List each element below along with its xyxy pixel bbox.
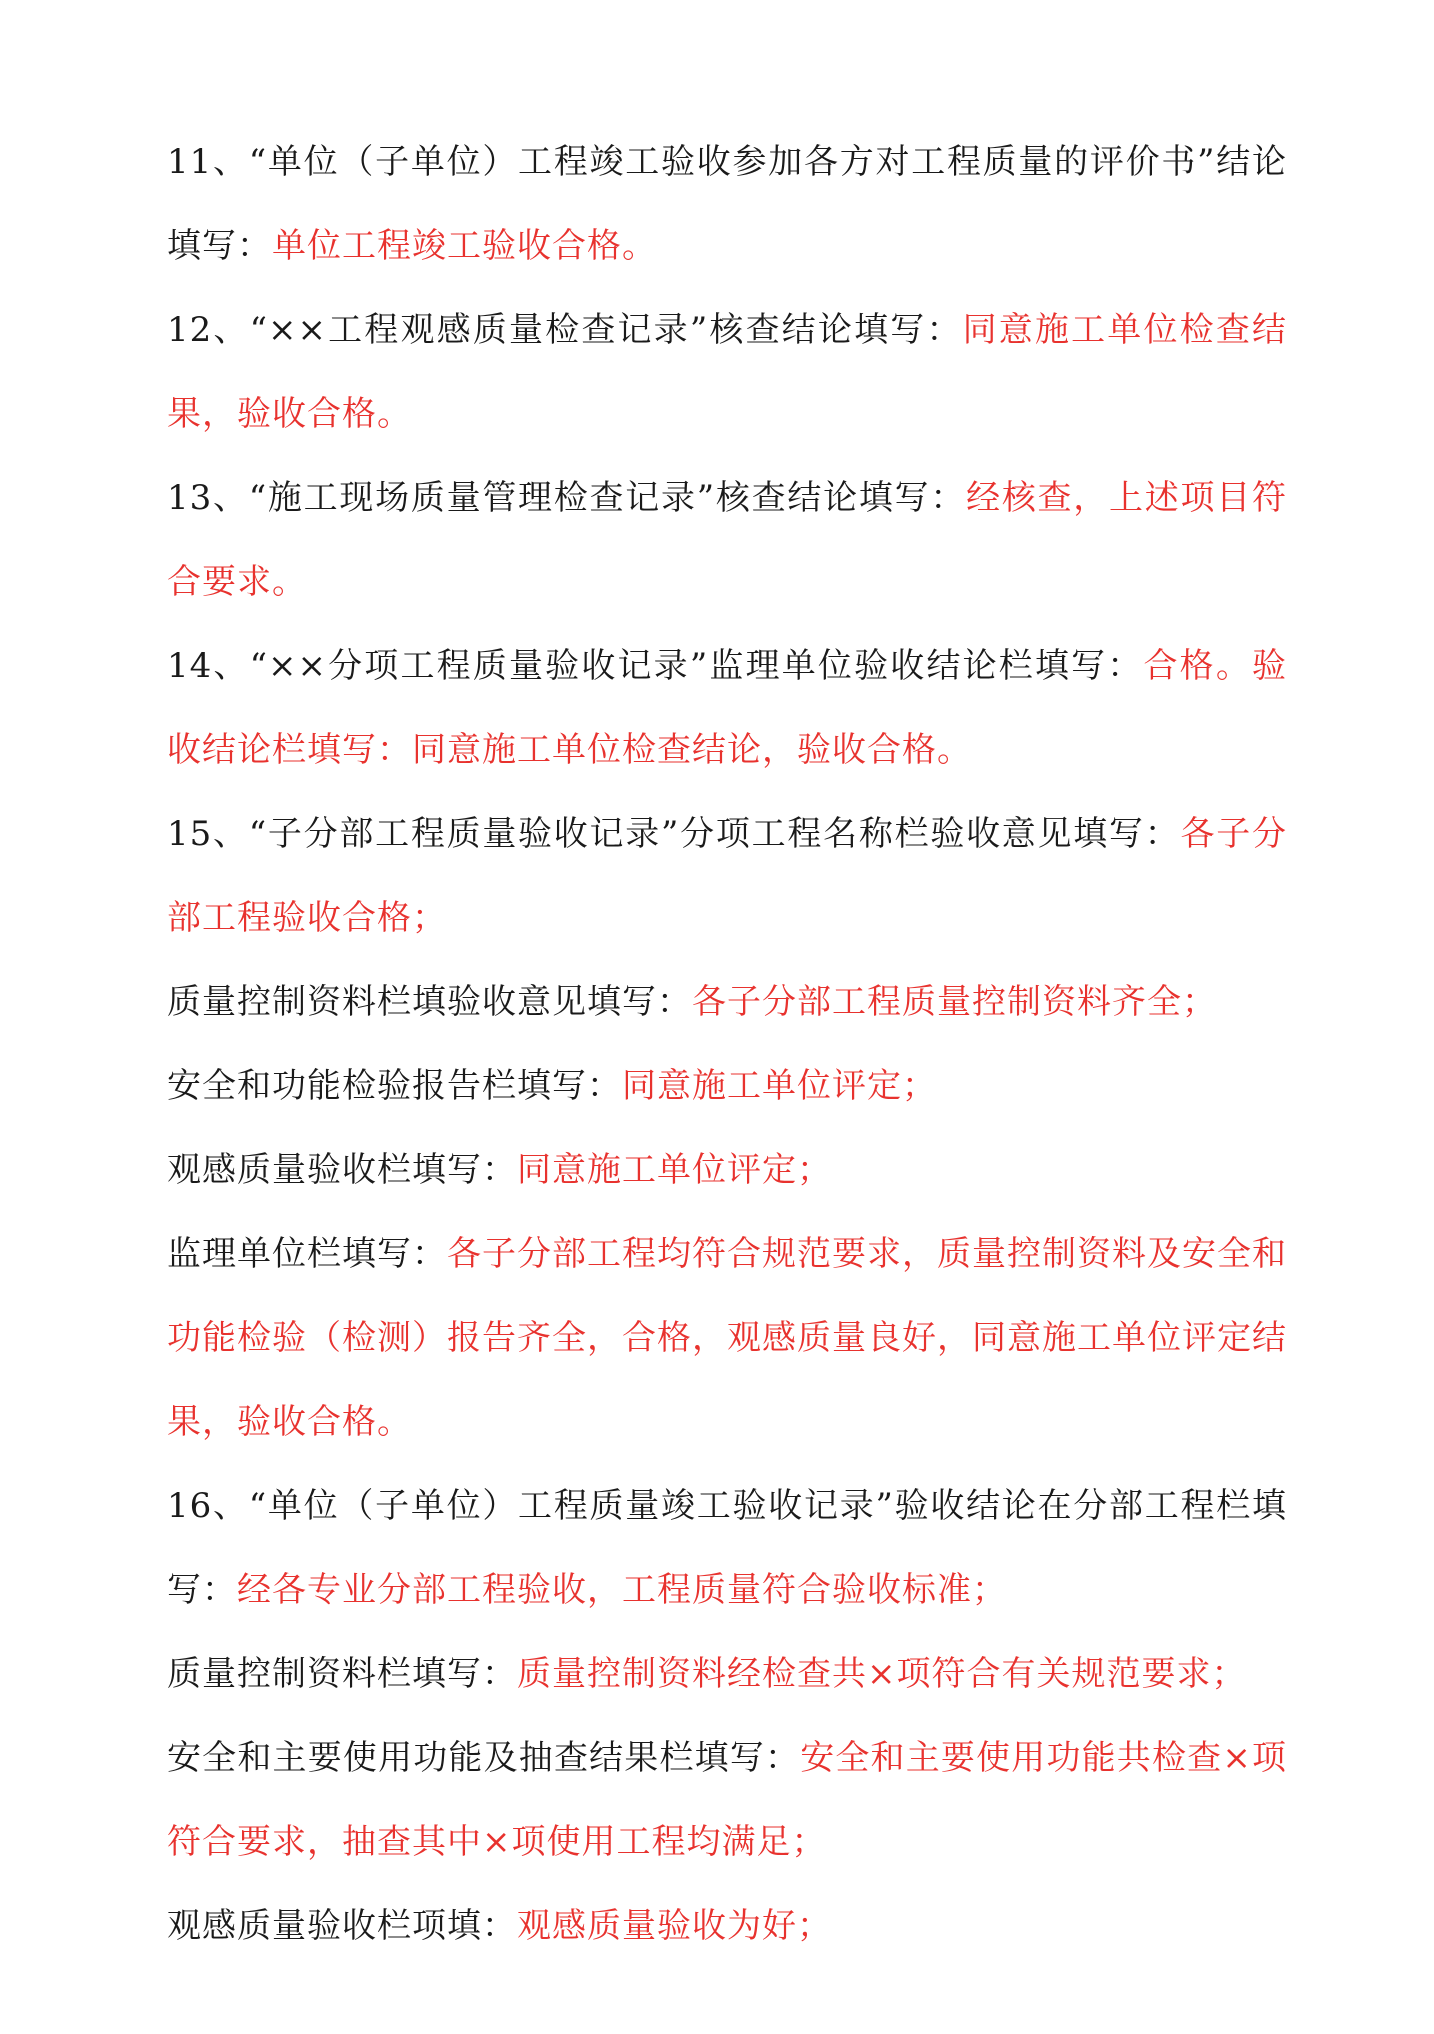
segment-text: 观感质量验收栏项填： [167,1906,517,1946]
segment-highlight: 各子分部工程验收合格； [167,814,1287,938]
segment-highlight: 各子分部工程均符合规范要求，质量控制资料及安全和功能检验（检测）报告齐全，合格，观感质量良好，同意施工单位评定结果，验收合格。 [167,1234,1287,1442]
segment-text: 监理单位栏填写： [167,1234,447,1274]
paragraph-item-15-appearance [167,1128,1287,1212]
segment-highlight: 合格。验收结论栏填写：同意施工单位检查结论，验收合格。 [167,646,1287,770]
segment-text: 12、“××工程观感质量检查记录”核查结论填写： [167,310,963,350]
paragraph-item-16-appearance [167,1884,1287,1968]
document-body [167,120,1287,1968]
paragraph-item-15-quality-control [167,960,1287,1044]
segment-highlight: 同意施工单位检查结果，验收合格。 [167,310,1287,434]
segment-highlight: 单位工程竣工验收合格。 [272,226,657,266]
paragraph-item-15 [167,792,1287,960]
segment-text: 质量控制资料栏填验收意见填写： [167,982,692,1022]
segment-highlight: 观感质量验收为好； [517,1906,832,1946]
paragraph-item-14 [167,624,1287,792]
paragraph-item-11 [167,120,1287,288]
segment-text: 质量控制资料栏填写： [167,1654,517,1694]
segment-text: 16、“单位（子单位）工程质量竣工验收记录”验收结论在分部工程栏填写： [167,1486,1287,1610]
segment-highlight: 质量控制资料经检查共×项符合有关规范要求； [517,1654,1247,1694]
segment-highlight: 安全和主要使用功能共检查×项符合要求，抽查其中×项使用工程均满足； [167,1738,1287,1862]
segment-highlight: 各子分部工程质量控制资料齐全； [692,982,1217,1022]
paragraph-item-15-safety [167,1044,1287,1128]
segment-highlight: 经核查，上述项目符合要求。 [167,478,1288,602]
paragraph-item-16 [167,1464,1287,1632]
paragraph-item-16-safety [167,1716,1287,1884]
segment-text: 14、“××分项工程质量验收记录”监理单位验收结论栏填写： [167,646,1144,686]
paragraph-item-12 [167,288,1287,456]
paragraph-item-16-quality-control [167,1632,1287,1716]
segment-text: 15、“子分部工程质量验收记录”分项工程名称栏验收意见填写： [167,814,1181,854]
segment-text: 13、“施工现场质量管理检查记录”核查结论填写： [167,478,967,518]
segment-text: 观感质量验收栏填写： [167,1150,517,1190]
segment-text: 安全和主要使用功能及抽查结果栏填写： [167,1738,801,1778]
segment-text: 安全和功能检验报告栏填写： [167,1066,622,1106]
segment-highlight: 经各专业分部工程验收，工程质量符合验收标准； [237,1570,1007,1610]
paragraph-item-13 [167,456,1287,624]
segment-highlight: 同意施工单位评定； [622,1066,937,1106]
segment-text: 11、“单位（子单位）工程竣工验收参加各方对工程质量的评价书”结论填写： [167,142,1287,266]
segment-highlight: 同意施工单位评定； [517,1150,832,1190]
paragraph-item-15-supervisor [167,1212,1287,1464]
